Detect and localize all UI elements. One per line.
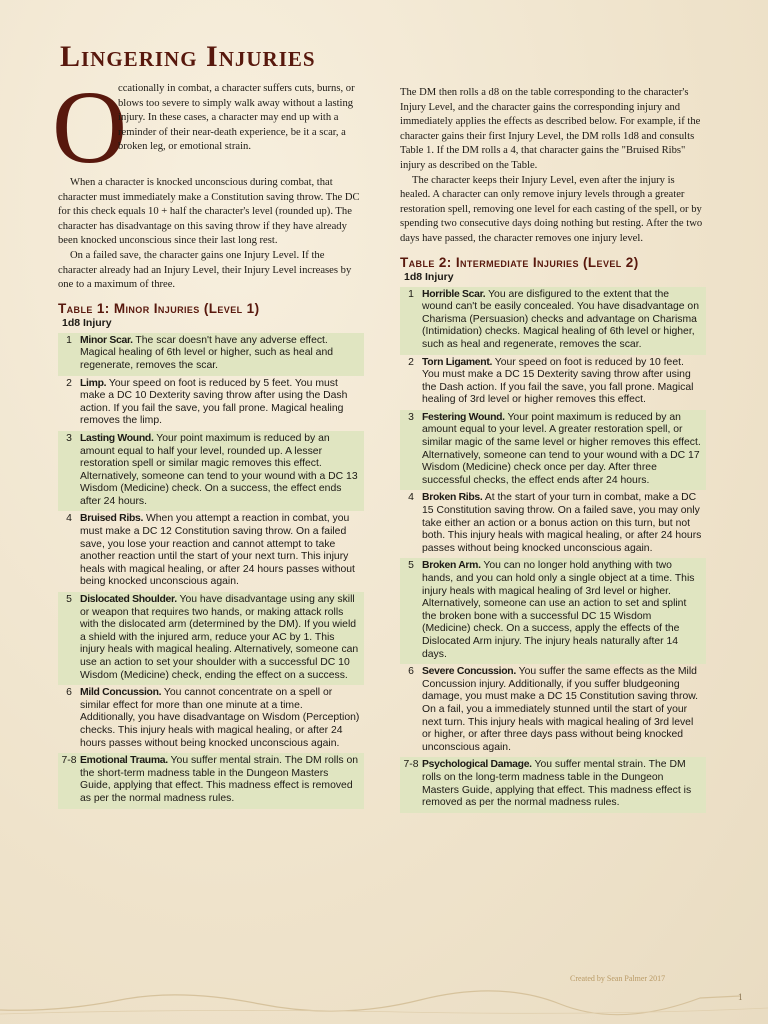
roll-number: 4 (66, 513, 72, 525)
injury-name: Broken Arm. (422, 560, 481, 572)
knocked-unconscious-paragraph: When a character is knocked unconscious during combat, that character must immediately make a Constitution saving throw. The DC for this check equals 10 + half the character's level (rounded up). The character has disadvantage on this saving throw if they have already been knocked unconscious since their last long rest. (58, 177, 360, 247)
table2-header: 1d8 Injury (404, 270, 454, 283)
table-row (400, 355, 706, 410)
injury-description (422, 666, 702, 754)
table-row (400, 664, 706, 757)
roll-number: 1 (408, 288, 414, 300)
injury-effect: You suffer the same effects as the Mild Concussion injury. Additionally, if you suffer bludgeoning damage, you must make a DC 15 Constitution saving throw. On a fail, you a immediately stunned until the start of your next turn. This injury heals with magical healing of 3rd level or higher, or after three days pass without being knocked unconscious again. (422, 666, 699, 753)
injury-description (80, 378, 360, 428)
intro-text: ccationally in combat, a character suffers cuts, burns, or blows too severe to simply walk away without a lasting injury. In these cases, a character may end up with a reminder of their near-death experience, be it a scar, a broken leg, or emotional strain. (118, 83, 355, 153)
page-number: 1 (738, 992, 743, 1002)
table-row (58, 592, 364, 685)
table-row (400, 757, 706, 812)
injury-description (80, 513, 360, 589)
injury-effect: Your speed on foot is reduced by 10 feet. You must make a DC 15 Dexterity saving throw after using the Dash action. If you fail the save, you fall prone. Magical healing of 3rd level or higher removes this effect. (422, 356, 694, 406)
left-column (52, 70, 364, 809)
injury-name: Broken Ribs. (422, 492, 483, 504)
intro-paragraph (52, 70, 364, 185)
injury-name: Horrible Scar. (422, 288, 486, 300)
injury-name: Limp. (80, 377, 107, 389)
right-column (400, 86, 706, 813)
table1-header: 1d8 Injury (62, 316, 112, 329)
injury-description (80, 687, 360, 750)
injury-name: Bruised Ribs. (80, 513, 144, 525)
credit-text: Created by Sean Palmer 2017 (570, 974, 666, 983)
footer-ornament (0, 988, 768, 1018)
injury-description (80, 335, 360, 373)
injury-name: Torn Ligament. (422, 356, 493, 368)
roll-number: 6 (66, 687, 72, 699)
table-row (58, 753, 364, 808)
table-row (58, 685, 364, 753)
injury-effect: Your point maximum is reduced by an amount equal to half your level, rounded up. A lesser restoration spell or similar magic removes this effect. Alternatively, someone can tend to your wound with a DC 13 Wisdom (Medicine) check. On a success, the effect ends after 24 hours. (80, 432, 358, 507)
roll-number: 6 (408, 666, 414, 678)
injury-description (422, 492, 702, 555)
roll-number: 3 (408, 411, 414, 423)
injury-name: Severe Concussion. (422, 666, 516, 678)
table-row (58, 376, 364, 431)
roll-number: 5 (408, 560, 414, 572)
injury-effect: You suffer mental strain. The DM rolls on the short-term madness table in the Dungeon Masters Guide, applying that effect. This madness effect is removed as per the normal madness rules. (80, 755, 359, 804)
table-row (400, 490, 706, 558)
page-title: Lingering Injuries (60, 40, 316, 73)
injury-effect: Your point maximum is reduced by an amount equal to your level. A greater restoration spell, or similar magic of the same level or higher removes this effect. Alternatively, someone can tend to your wound with a DC 17 Wisdom (Medicine) check once per day. After three successful checks, the effect ends after 24 hours. (422, 411, 701, 486)
injury-name: Psychological Damage. (422, 759, 532, 771)
roll-number: 4 (408, 492, 414, 504)
injury-description (80, 755, 360, 805)
table-row (400, 558, 706, 664)
injury-effect: At the start of your turn in combat, make a DC 15 Constitution saving throw. On a failed save, you may only take either an action or a bonus action on this turn, but not both. This injury heals with magical healing, or after 24 hours passes without being knocked unconscious again. (422, 492, 702, 554)
table2-title: Table 2: Intermediate Injuries (Level 2) (400, 254, 639, 270)
injury-description (422, 560, 702, 661)
table-row (400, 410, 706, 491)
injury-name: Mild Concussion. (80, 687, 162, 699)
failed-save-paragraph: On a failed save, the character gains one Injury Level. If the character already had an Injury Level, their Injury Level increases by one to a maximum of three. (58, 249, 352, 291)
injury-effect: Your speed on foot is reduced by 5 feet. You must make a DC 10 Dexterity saving throw after using the Dash action. If you fail the save, you fall prone. Magical healing removes the limp. (80, 377, 348, 427)
injury-description (80, 433, 360, 509)
injury-description (422, 289, 702, 352)
injury-description (80, 594, 360, 682)
injury-name: Minor Scar. (80, 334, 133, 346)
injury-name: Emotional Trauma. (80, 755, 168, 767)
table1-rows (58, 333, 364, 809)
injury-name: Dislocated Shoulder. (80, 594, 177, 606)
injury-effect: You are disfigured to the extent that the wound can't be easily concealed. You have disadvantage on Charisma (Persuasion) checks and advantage on Charisma (Intimidation) checks. Magical healing of 6th level or higher, such as heal and regenerate, removes the scar. (422, 288, 699, 350)
injury-effect: You suffer mental strain. The DM rolls on the long-term madness table in the Dungeon Masters Guide, applying that effect. This madness effect is removed as per the normal madness rules. (422, 759, 692, 809)
injury-description (422, 412, 702, 488)
injury-description (422, 759, 702, 809)
injury-effect: You cannot concentrate on a spell or similar effect for more than one minute at a time. Additionally, you have disadvantage on Wisdom (Perception) checks. This injury heals with magical healing, or after 24 hours passes without being knocked unconscious again. (80, 687, 360, 749)
dm-rolls-paragraph: The DM then rolls a d8 on the table corresponding to the character's Injury Level, and the character gains the corresponding injury and immediately applies the effects as described below. For example, if the character gains their first Injury Level, the DM rolls 1d8 and consults Table 1. If the DM rolls a 4, that character gains the "Bruised Ribs" injury as described on the Table. (400, 87, 701, 171)
roll-number: 1 (66, 334, 72, 346)
table-row (58, 333, 364, 376)
injury-effect: The scar doesn't have any adverse effect. Magical healing of 6th level or higher, such as heal and regenerate, removes the scar. (80, 334, 334, 371)
injury-name: Lasting Wound. (80, 432, 154, 444)
table-row (58, 431, 364, 512)
roll-number: 7-8 (61, 755, 77, 767)
table1-title: Table 1: Minor Injuries (Level 1) (58, 300, 260, 316)
roll-number: 3 (66, 432, 72, 444)
table-row (58, 511, 364, 592)
injury-level-paragraph: The character keeps their Injury Level, even after the injury is healed. A character can only remove injury levels through a greater restoration spell, removing one level for each casting of the spell, or by spending two consecutive days doing nothing but resting. After the two days have passed, the character removes one injury level. (400, 174, 703, 244)
table2-rows (400, 287, 706, 813)
injury-name: Festering Wound. (422, 411, 505, 423)
roll-number: 2 (66, 377, 72, 389)
injury-effect: You have disadvantage using any skill or weapon that requires two hands, or making attack rolls with the dislocated arm (determined by the DM). If you wield a shield with the injured arm, reduce your AC by 1. This injury heals with magical healing. Alternatively, someone can use an action to set your shoulder with a successful DC 10 Wisdom (Medicine) check, ending the effect on a success. (80, 594, 359, 681)
injury-effect: When you attempt a reaction in combat, you must make a DC 12 Constitution saving throw. On a failed save, you lose your reaction and cannot attempt to take another reaction until the start of your next turn. This injury heals with magical healing, or after 24 hours passes without being knocked unconscious again. (80, 513, 355, 588)
table-row (400, 287, 706, 355)
roll-number: 7-8 (403, 759, 419, 771)
injury-effect: You can no longer hold anything with two hands, and you can hold only a single object at a time. This injury heals with magical healing of 3rd level or higher. Alternatively, someone can use an action to set and splint the broken bone with a successful DC 15 Wisdom (Medicine) check. On a success, apply the effects of the Dislocated Arm injury. The injury heals naturally after 14 days. (422, 560, 695, 660)
roll-number: 2 (408, 356, 414, 368)
roll-number: 5 (66, 594, 72, 606)
drop-cap: O (52, 70, 128, 185)
injury-description (422, 357, 702, 407)
